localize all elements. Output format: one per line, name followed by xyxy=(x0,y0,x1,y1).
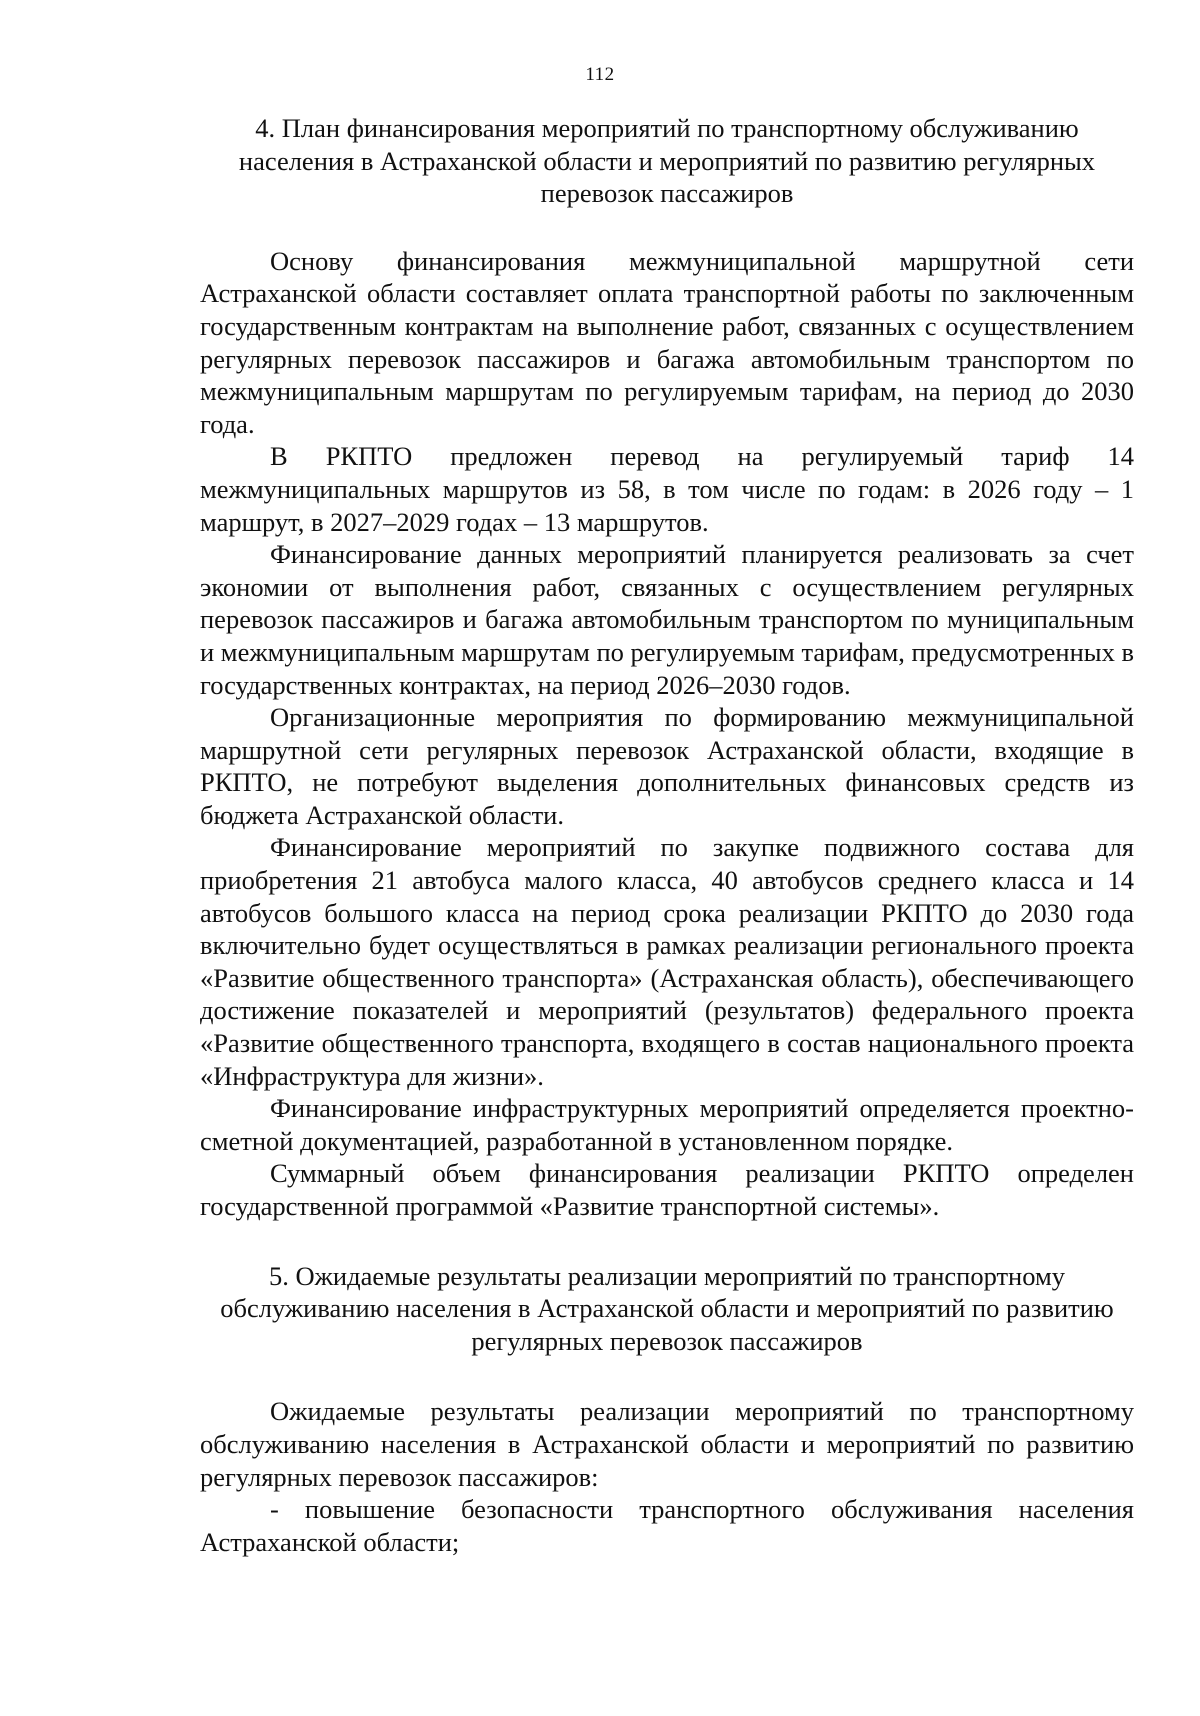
page-number: 112 xyxy=(585,64,615,85)
section-5-list-item-1: - повышение безопасности транспортного обслуживания населения Астраханской области; xyxy=(200,1494,1134,1557)
section-4-paragraph-2: В РКПТО предложен перевод на регулируемый тариф 14 межмуниципальных маршрутов из 58, в том числе по годам: в 2026 году – 1 маршрут, в 2027–2029 годах – 13 маршрутов. xyxy=(200,441,1134,537)
section-4-paragraph-6: Финансирование инфраструктурных мероприятий определяется проектно-сметной документацией, разработанной в установленном порядке. xyxy=(200,1093,1134,1156)
document-body xyxy=(200,112,1134,1558)
section-4-paragraph-1: Основу финансирования межмуниципальной маршрутной сети Астраханской области составляет оплата транспортной работы по заключенным государственным контрактам на выполнение работ, связанных с осуществлением регулярных перевозок пассажиров и багажа автомобильным транспортом по межмуниципальным маршрутам по регулируемым тарифам, на период до 2030 года. xyxy=(200,245,1134,439)
section-4-paragraph-7: Суммарный объем финансирования реализации РКПТО определен государственной программой «Развитие транспортной системы». xyxy=(200,1158,1134,1221)
section-4-paragraph-4: Организационные мероприятия по формированию межмуниципальной маршрутной сети регулярных перевозок Астраханской области, входящие в РКПТО, не потребуют выделения дополнительных финансовых средств из бюджета Астраханской области. xyxy=(200,702,1134,830)
section-5-heading: 5. Ожидаемые результаты реализации мероприятий по транспортному обслуживанию населения в Астраханской области и мероприятий по развитию регулярных перевозок пассажиров xyxy=(220,1260,1114,1356)
section-5-paragraph-1: Ожидаемые результаты реализации мероприятий по транспортному обслуживанию населения в Астраханской области и мероприятий по развитию регулярных перевозок пассажиров: xyxy=(200,1396,1134,1492)
section-4-paragraph-5: Финансирование мероприятий по закупке подвижного состава для приобретения 21 автобуса малого класса, 40 автобусов среднего класса и 14 автобусов большого класса на период срока реализации РКПТО до 2030 года включительно будет осуществляться в рамках реализации регионального проекта «Развитие общественного транспорта» (Астраханская область), обеспечивающего достижение показателей и мероприятий (результатов) федерального проекта «Развитие общественного транспорта, входящего в состав национального проекта «Инфраструктура для жизни». xyxy=(200,832,1134,1091)
section-4-heading: 4. План финансирования мероприятий по транспортному обслуживанию населения в Астраханской области и мероприятий по развитию регулярных перевозок пассажиров xyxy=(238,113,1096,209)
section-4-paragraph-3: Финансирование данных мероприятий планируется реализовать за счет экономии от выполнения работ, связанных с осуществлением регулярных перевозок пассажиров и багажа автомобильным транспортом по муниципальным и межмуниципальным маршрутам по регулируемым тарифам, предусмотренных в государственных контрактах, на период 2026–2030 годов. xyxy=(200,539,1134,700)
